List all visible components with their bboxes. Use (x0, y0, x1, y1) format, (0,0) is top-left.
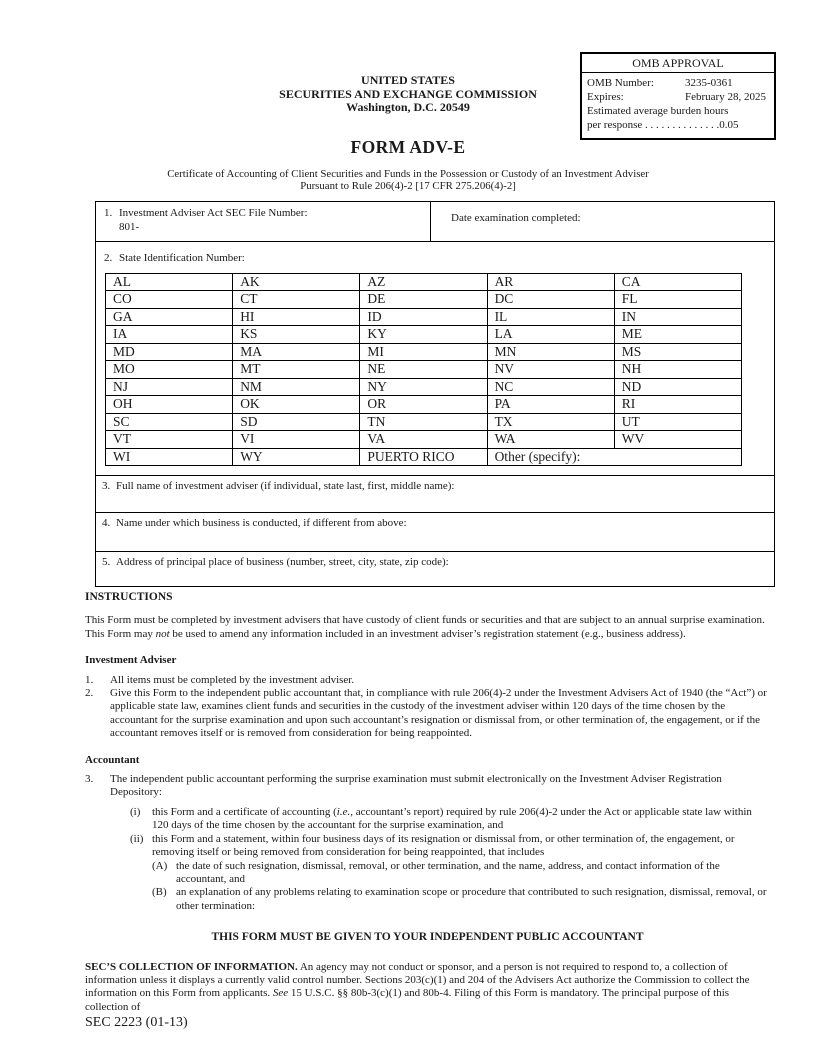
item1-label: Investment Adviser Act SEC File Number: (119, 206, 308, 219)
state-cell-ct[interactable]: CT (233, 291, 360, 309)
sub-item-B (152, 886, 770, 913)
date-examination-field[interactable] (431, 202, 774, 241)
state-cell-ca[interactable]: CA (614, 273, 741, 291)
item1-number: 1. (104, 206, 113, 219)
state-cell-nd[interactable]: ND (614, 378, 741, 396)
state-cell-wa[interactable]: WA (487, 431, 614, 449)
state-cell-pa[interactable]: PA (487, 396, 614, 414)
state-cell-tn[interactable]: TN (360, 413, 487, 431)
omb-title: OMB APPROVAL (582, 56, 774, 73)
state-cell-oh[interactable]: OH (106, 396, 233, 414)
state-cell-ut[interactable]: UT (614, 413, 741, 431)
sub-item-ii (130, 833, 770, 913)
state-cell-va[interactable]: VA (360, 431, 487, 449)
state-cell-wv[interactable]: WV (614, 431, 741, 449)
item5-label: Address of principal place of business (number, street, city, state, zip code): (116, 556, 449, 568)
sub-item-B-text: an explanation of any problems relating to examination scope or procedure that contributed to such resignation, dismissal, removal, or other termination: (176, 886, 767, 912)
sub-i-text-run2: , accountant’s report) required by rule 206(4)-2 under the Act or applicable state law within 120 days of the time chosen by the accountant for the surprise examination, and (152, 805, 752, 832)
state-table-row (106, 308, 742, 326)
sec-file-number-field[interactable] (96, 202, 431, 241)
state-table-row (106, 448, 742, 466)
state-cell-or[interactable]: OR (360, 396, 487, 414)
state-cell-nh[interactable]: NH (614, 361, 741, 379)
state-cell-hi[interactable]: HI (233, 308, 360, 326)
state-cell-mn[interactable]: MN (487, 343, 614, 361)
collection-lead-bold: SEC’S COLLECTION OF INFORMATION. (85, 960, 298, 973)
state-cell-nc[interactable]: NC (487, 378, 614, 396)
item4-number: 4. (102, 517, 111, 529)
state-cell-ia[interactable]: IA (106, 326, 233, 344)
state-id-number-label-row (96, 242, 774, 265)
sub-item-i (130, 806, 770, 833)
sub-item-A-text: the date of such resignation, dismissal, removal, or other termination, and the name, address, and contact information of the accountant, and (176, 859, 720, 885)
state-cell-nj[interactable]: NJ (106, 378, 233, 396)
state-cell-ne[interactable]: NE (360, 361, 487, 379)
sub-item-A-number: (A) (152, 859, 168, 872)
state-cell-co[interactable]: CO (106, 291, 233, 309)
state-table-body (106, 273, 742, 466)
state-table-row (106, 343, 742, 361)
collection-text-run: An agency may not conduct or sponsor, and a person is not required to respond to, a collection of information unless it displays a currently valid control number. Sections 203(c)(1) and 204 of the Advisers Act authorize the Commission to collect the information on this Form from applicants. (85, 960, 750, 1000)
state-table-row (106, 291, 742, 309)
state-cell-fl[interactable]: FL (614, 291, 741, 309)
sub-item-i-number: (i) (130, 805, 141, 818)
state-cell-wi[interactable]: WI (106, 448, 233, 466)
state-cell-vt[interactable]: VT (106, 431, 233, 449)
item5-number: 5. (102, 556, 111, 568)
state-cell-wy[interactable]: WY (233, 448, 360, 466)
state-cell-sc[interactable]: SC (106, 413, 233, 431)
state-cell-az[interactable]: AZ (360, 273, 487, 291)
omb-number-row (587, 76, 769, 90)
state-table-row (106, 361, 742, 379)
state-cell-other-specify[interactable]: Other (specify): (487, 448, 741, 466)
state-cell-id[interactable]: ID (360, 308, 487, 326)
sub-i-text-run: this Form and a certificate of accounting ( (152, 805, 337, 818)
state-table-row (106, 396, 742, 414)
principal-address-field[interactable] (96, 551, 774, 586)
state-table-row (106, 326, 742, 344)
state-cell-al[interactable]: AL (106, 273, 233, 291)
state-cell-sd[interactable]: SD (233, 413, 360, 431)
accountant-instruction-3 (85, 773, 770, 913)
state-cell-ma[interactable]: MA (233, 343, 360, 361)
agency-header-line1: UNITED STATES (361, 73, 455, 87)
adviser-instruction-2 (85, 687, 770, 741)
state-cell-me[interactable]: ME (614, 326, 741, 344)
sub-i-italic-run: i.e. (336, 805, 351, 818)
item3-label: Full name of investment adviser (if individual, state last, first, middle name): (116, 480, 455, 492)
omb-expires-value: February 28, 2025 (685, 91, 766, 103)
state-cell-mi[interactable]: MI (360, 343, 487, 361)
form-subtitle (0, 168, 816, 193)
form-subtitle-line2: Pursuant to Rule 206(4)-2 [17 CFR 275.206(4)-2] (300, 180, 516, 192)
omb-expires-row (587, 90, 769, 104)
omb-number-label: OMB Number: (587, 77, 654, 89)
state-cell-ky[interactable]: KY (360, 326, 487, 344)
item2-label: State Identification Number: (119, 251, 245, 264)
adviser-instruction-2-text: Give this Form to the independent public accountant that, in compliance with rule 206(4)-2 under the Investment Advisers Act of 1940 (the “Act”) or applicable state law, examines client funds and securities in the custody of the investment adviser within 120 days of the time chosen by the accountant for the surprise examination and upon such accountant’s resignation or dismissal from, or other termination of, the engagement, or if the accountant removes itself or is removed from consideration for being reappointed. (110, 687, 767, 740)
omb-approval-box (580, 52, 776, 140)
omb-burden-line2: per response . . . . . . . . . . . . . .0.05 (587, 119, 739, 131)
accountant-instruction-3-number: 3. (85, 773, 94, 786)
instructions-intro (85, 614, 770, 641)
instructions-heading: INSTRUCTIONS (85, 591, 173, 603)
omb-burden-line1: Estimated average burden hours (587, 105, 729, 117)
state-cell-nv[interactable]: NV (487, 361, 614, 379)
state-cell-ny[interactable]: NY (360, 378, 487, 396)
instructions-section (85, 591, 770, 1031)
state-cell-nm[interactable]: NM (233, 378, 360, 396)
state-cell-ms[interactable]: MS (614, 343, 741, 361)
form-id-footer: SEC 2223 (01-13) (85, 1015, 188, 1031)
adviser-instruction-1-number: 1. (85, 673, 94, 686)
state-table-row (106, 431, 742, 449)
state-cell-la[interactable]: LA (487, 326, 614, 344)
collection-of-information-paragraph (85, 961, 770, 1015)
intro-text-run2: be used to amend any information included in an investment adviser’s registration statement (e.g., business address). (169, 627, 686, 640)
state-table-row (106, 413, 742, 431)
state-cell-dc[interactable]: DC (487, 291, 614, 309)
investment-adviser-heading: Investment Adviser (85, 654, 177, 667)
state-cell-ks[interactable]: KS (233, 326, 360, 344)
state-cell-mo[interactable]: MO (106, 361, 233, 379)
sub-item-ii-text: this Form and a statement, within four business days of its resignation or dismissal from, or other termination of, the engagement, or removing itself or being removed from consideration for being reappointed, that includes (152, 832, 735, 859)
item2-number: 2. (104, 251, 113, 264)
omb-expires-label: Expires: (587, 91, 624, 103)
main-form-box (95, 201, 775, 588)
accountant-heading: Accountant (85, 753, 140, 766)
agency-header-line2: SECURITIES AND EXCHANGE COMMISSION (279, 86, 537, 101)
state-cell-md[interactable]: MD (106, 343, 233, 361)
state-cell-vi[interactable]: VI (233, 431, 360, 449)
state-cell-il[interactable]: IL (487, 308, 614, 326)
state-cell-tx[interactable]: TX (487, 413, 614, 431)
agency-header-line3: Washington, D.C. 20549 (346, 100, 470, 114)
omb-number-value: 3235-0361 (685, 77, 733, 89)
collection-text-run2: 15 U.S.C. §§ 80b-3(c)(1) and 80b-4. Filing of this Form is mandatory. The principal purpose of this collection of (85, 987, 730, 1013)
must-be-given-notice: THIS FORM MUST BE GIVEN TO YOUR INDEPENDENT PUBLIC ACCOUNTANT (211, 931, 644, 944)
state-cell-ak[interactable]: AK (233, 273, 360, 291)
collection-italic-run: See (272, 987, 289, 1000)
state-cell-ok[interactable]: OK (233, 396, 360, 414)
sec-file-number-prefix: 801- (119, 220, 140, 233)
sub-item-A (152, 860, 770, 887)
item4-label: Name under which business is conducted, if different from above: (116, 517, 407, 529)
state-table-row (106, 273, 742, 291)
state-cell-ar[interactable]: AR (487, 273, 614, 291)
state-id-table (105, 273, 742, 467)
adviser-full-name-field[interactable] (96, 475, 774, 512)
accountant-instruction-3-text: The independent public accountant performing the surprise examination must submit electronically on the Investment Adviser Registration Depository: (110, 773, 722, 799)
sub-item-ii-number: (ii) (130, 832, 144, 845)
state-cell-ga[interactable]: GA (106, 308, 233, 326)
adviser-instruction-1 (85, 674, 770, 687)
state-cell-mt[interactable]: MT (233, 361, 360, 379)
business-name-field[interactable] (96, 512, 774, 551)
form-title: FORM ADV-E (350, 136, 466, 157)
intro-text-run: This Form must be completed by investment advisers that have custody of client funds or securities and that are subject to an annual surprise examination. This Form may (85, 614, 765, 640)
form-row-1 (96, 202, 774, 242)
state-cell-de[interactable]: DE (360, 291, 487, 309)
state-cell-puerto-rico[interactable]: PUERTO RICO (360, 448, 487, 466)
state-table-row (106, 378, 742, 396)
sub-item-i-text (152, 806, 770, 833)
sub-item-B-number: (B) (152, 886, 167, 899)
intro-italic-run: not (155, 627, 170, 640)
state-cell-in[interactable]: IN (614, 308, 741, 326)
date-examination-label: Date examination completed: (451, 211, 581, 224)
adviser-instruction-2-number: 2. (85, 687, 94, 700)
adviser-instruction-1-text: All items must be completed by the investment adviser. (110, 673, 355, 686)
state-cell-ri[interactable]: RI (614, 396, 741, 414)
form-subtitle-line1: Certificate of Accounting of Client Securities and Funds in the Possession or Custody of an Investment Adviser (167, 167, 649, 180)
item3-number: 3. (102, 480, 111, 492)
